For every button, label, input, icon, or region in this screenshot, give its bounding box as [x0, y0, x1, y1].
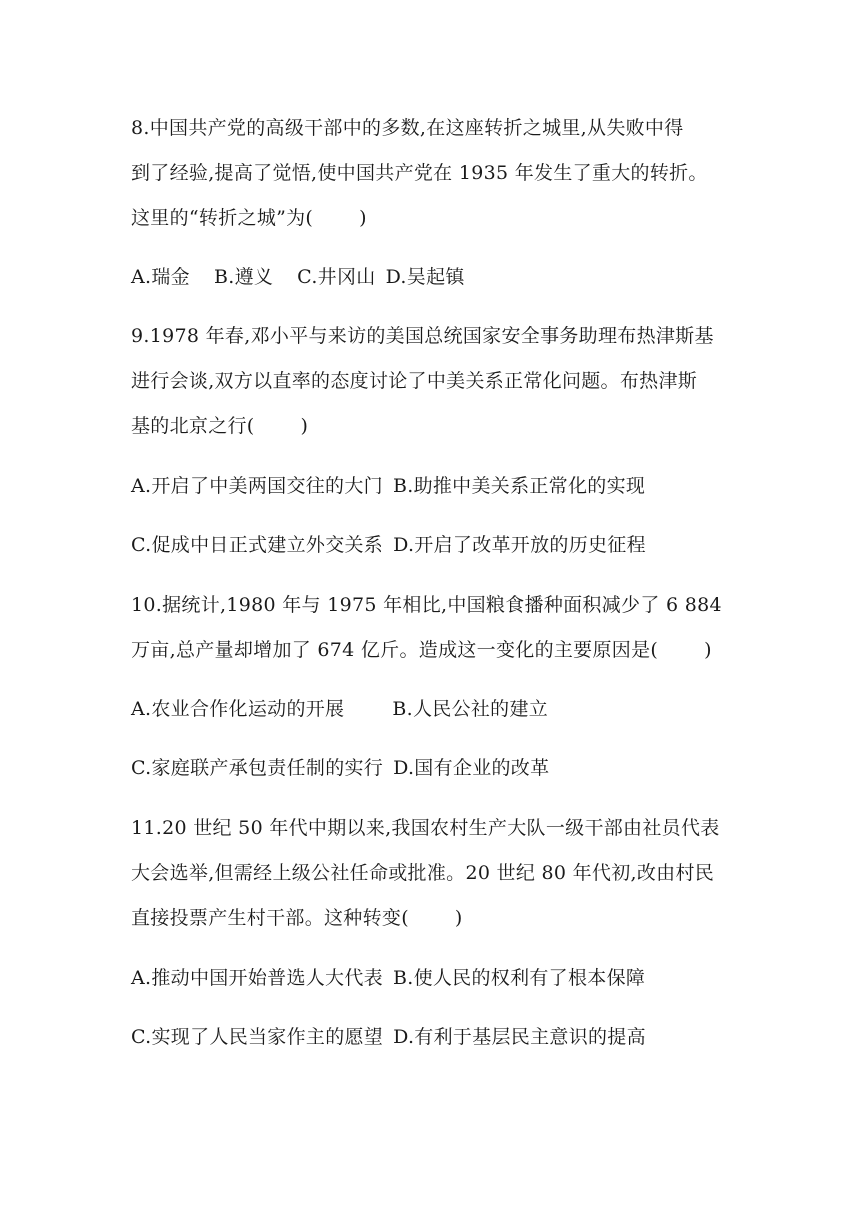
q8-stem-line-2: 到了经验,提高了觉悟,使中国共产党在 1935 年发生了重大的转折。 — [131, 162, 708, 184]
q10-stem-line-1: 10.据统计,1980 年与 1975 年相比,中国粮食播种面积减少了 6 884 — [131, 594, 722, 616]
q11-option-c: C.实现了人民当家作主的愿望 — [131, 1026, 384, 1048]
q9-stem-line-3: 基的北京之行( ) — [131, 415, 309, 437]
q10-option-a: A.农业合作化运动的开展 — [131, 698, 345, 720]
q9-stem-line-2: 进行会谈,双方以直率的态度讨论了中美关系正常化问题。布热津斯 — [131, 370, 698, 392]
q8-option-d: D.吴起镇 — [385, 266, 465, 288]
q11-option-a: A.推动中国开始普选人大代表 — [131, 967, 383, 989]
q9-number: 9. — [131, 325, 150, 347]
q10-options-ab — [131, 697, 548, 721]
q9-stem-line-1: 9.1978 年春,邓小平与来访的美国总统国家安全事务助理布热津斯基 — [131, 325, 714, 347]
q10-option-b: B.人民公社的建立 — [392, 698, 549, 720]
q8-stem-line-3: 这里的“转折之城”为( ) — [131, 207, 367, 229]
q9-option-c: C.促成中日正式建立外交关系 — [131, 534, 384, 556]
q10-option-d: D.国有企业的改革 — [393, 757, 550, 779]
q8-stem-line-1: 8.中国共产党的高级干部中的多数,在这座转折之城里,从失败中得 — [131, 117, 684, 139]
q9-options-cd — [131, 533, 646, 557]
q9-option-d: D.开启了改革开放的历史征程 — [393, 534, 646, 556]
q8-number: 8. — [131, 117, 150, 139]
q11-option-d: D.有利于基层民主意识的提高 — [393, 1026, 646, 1048]
q10-stem-line-2: 万亩,总产量却增加了 674 亿斤。造成这一变化的主要原因是( ) — [131, 639, 712, 661]
q10-options-cd — [131, 756, 549, 780]
q9-option-a: A.开启了中美两国交往的大门 — [131, 475, 383, 497]
q11-options-ab — [131, 966, 645, 990]
q11-number: 11. — [131, 817, 163, 839]
q10-option-c: C.家庭联产承包责任制的实行 — [131, 757, 384, 779]
q8-option-c: C.井冈山 — [297, 266, 376, 288]
q9-option-b: B.助推中美关系正常化的实现 — [392, 475, 646, 497]
q11-option-b: B.使人民的权利有了根本保障 — [392, 967, 646, 989]
q9-options-ab — [131, 474, 645, 498]
q8-option-a: A.瑞金 — [131, 266, 190, 288]
q11-stem-line-3: 直接投票产生村干部。这种转变( ) — [131, 907, 463, 929]
q11-options-cd — [131, 1025, 646, 1049]
q8-option-b: B.遵义 — [213, 266, 274, 288]
q11-stem-line-2: 大会选举,但需经上级公社任命或批准。20 世纪 80 年代初,改由村民 — [131, 862, 715, 884]
q10-number: 10. — [131, 594, 163, 616]
q11-stem-line-1: 11.20 世纪 50 年代中期以来,我国农村生产大队一级干部由社员代表 — [131, 817, 720, 839]
q8-options — [131, 265, 465, 289]
